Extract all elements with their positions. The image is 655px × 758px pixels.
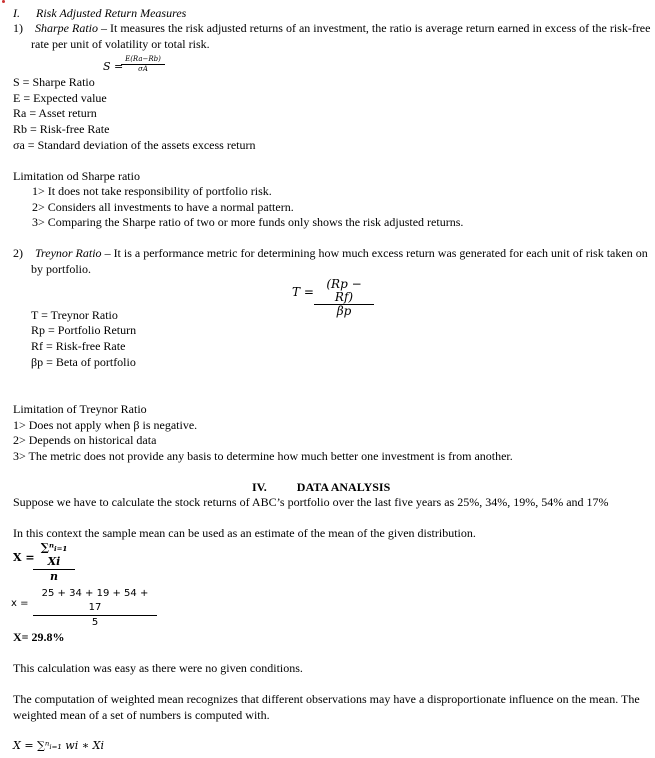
- treynor-title: Treynor Ratio: [35, 246, 102, 260]
- treynor-limitation-title: Limitation of Treynor Ratio: [13, 402, 147, 416]
- treynor-limitation: 2> Depends on historical data: [13, 433, 157, 447]
- section-heading: [13, 6, 186, 21]
- item-number: 2): [13, 246, 23, 260]
- treynor-formula-fraction: [314, 278, 374, 318]
- data-intro: Suppose we have to calculate the stock returns of ABC’s portfolio over the last five years as 25%, 34%, 19%, 54% and 17%: [13, 495, 609, 509]
- mean-formula-numerator: ∑ⁿᵢ₌₁ Xi: [40, 541, 68, 568]
- sharpe-limitation: 1> It does not take responsibility of portfolio risk.: [32, 184, 272, 198]
- sharpe-formula-numerator: E(Ra−Rb): [125, 55, 161, 63]
- treynor-formula-lhs: T =: [292, 285, 314, 299]
- sharpe-def: Ra = Asset return: [13, 106, 97, 120]
- sharpe-limitation-title: Limitation od Sharpe ratio: [13, 169, 140, 183]
- treynor-def: Rp = Portfolio Return: [31, 323, 137, 337]
- treynor-paragraph: [13, 246, 648, 261]
- sharpe-paragraph: [13, 21, 650, 36]
- treynor-limitation: 3> The metric does not provide any basis to determine how much better one investment is from another.: [13, 449, 513, 463]
- corner-mark: [2, 0, 5, 3]
- section-numeral: I.: [13, 6, 20, 20]
- sharpe-def: S = Sharpe Ratio: [13, 75, 95, 89]
- sharpe-def: Rb = Risk-free Rate: [13, 122, 110, 136]
- data-context: In this context the sample mean can be used as an estimate of the mean of the given distribution.: [13, 526, 476, 540]
- sharpe-desc-1: – It measures the risk adjusted returns of an investment, the ratio is average return earned in excess of the risk-free: [98, 21, 651, 35]
- mean-formula-fraction: [33, 541, 75, 584]
- treynor-limitation: 1> Does not apply when β is negative.: [13, 418, 198, 432]
- sharpe-formula-fraction: [121, 55, 165, 74]
- sharpe-desc-2: rate per unit of volatility or total risk.: [31, 37, 210, 51]
- calc-formula-numerator: 25 + 34 + 19 + 54 + 17: [41, 588, 149, 613]
- mean-result: X= 29.8%: [13, 630, 65, 644]
- weighted-desc-1: The computation of weighted mean recognizes that different observations may have a disproportionate influence on the mean. The: [13, 692, 640, 706]
- treynor-desc-2: by portfolio.: [31, 262, 91, 276]
- treynor-desc-1: – It is a performance metric for determining how much excess return was generated for each unit of risk taken on: [101, 246, 648, 260]
- easy-note: This calculation was easy as there were no given conditions.: [13, 661, 303, 675]
- calc-formula-lhs: x =: [11, 598, 29, 609]
- calc-formula-fraction: [33, 587, 157, 630]
- weighted-formula: X = ∑ⁿᵢ₌₁ wi ∗ Xi: [13, 739, 105, 752]
- sharpe-formula-denominator: σA: [138, 65, 148, 73]
- sharpe-formula-lhs: S =: [103, 60, 124, 73]
- section-numeral: IV.: [252, 480, 267, 494]
- sharpe-title: Sharpe Ratio: [35, 21, 98, 35]
- weighted-desc-2: weighted mean of a set of numbers is computed with.: [13, 708, 270, 722]
- section-title: DATA ANALYSIS: [296, 480, 391, 494]
- item-number: 1): [13, 21, 23, 35]
- treynor-def: T = Treynor Ratio: [31, 308, 118, 322]
- treynor-def: Rf = Risk-free Rate: [31, 339, 126, 353]
- mean-formula-lhs: X =: [13, 551, 35, 564]
- section-heading: [252, 480, 390, 495]
- treynor-formula-denominator: βp: [336, 304, 352, 318]
- sharpe-def: E = Expected value: [13, 91, 107, 105]
- sharpe-def: σa = Standard deviation of the assets excess return: [13, 138, 256, 152]
- section-title: Risk Adjusted Return Measures: [36, 6, 187, 20]
- sharpe-limitation: 3> Comparing the Sharpe ratio of two or more funds only shows the risk adjusted returns.: [32, 215, 464, 229]
- treynor-formula-numerator: (Rp − Rf): [326, 277, 362, 304]
- sharpe-limitation: 2> Considers all investments to have a normal pattern.: [32, 200, 294, 214]
- mean-formula-denominator: n: [50, 570, 58, 583]
- treynor-def: βp = Beta of portfolio: [31, 355, 136, 369]
- calc-formula-denominator: 5: [91, 617, 99, 628]
